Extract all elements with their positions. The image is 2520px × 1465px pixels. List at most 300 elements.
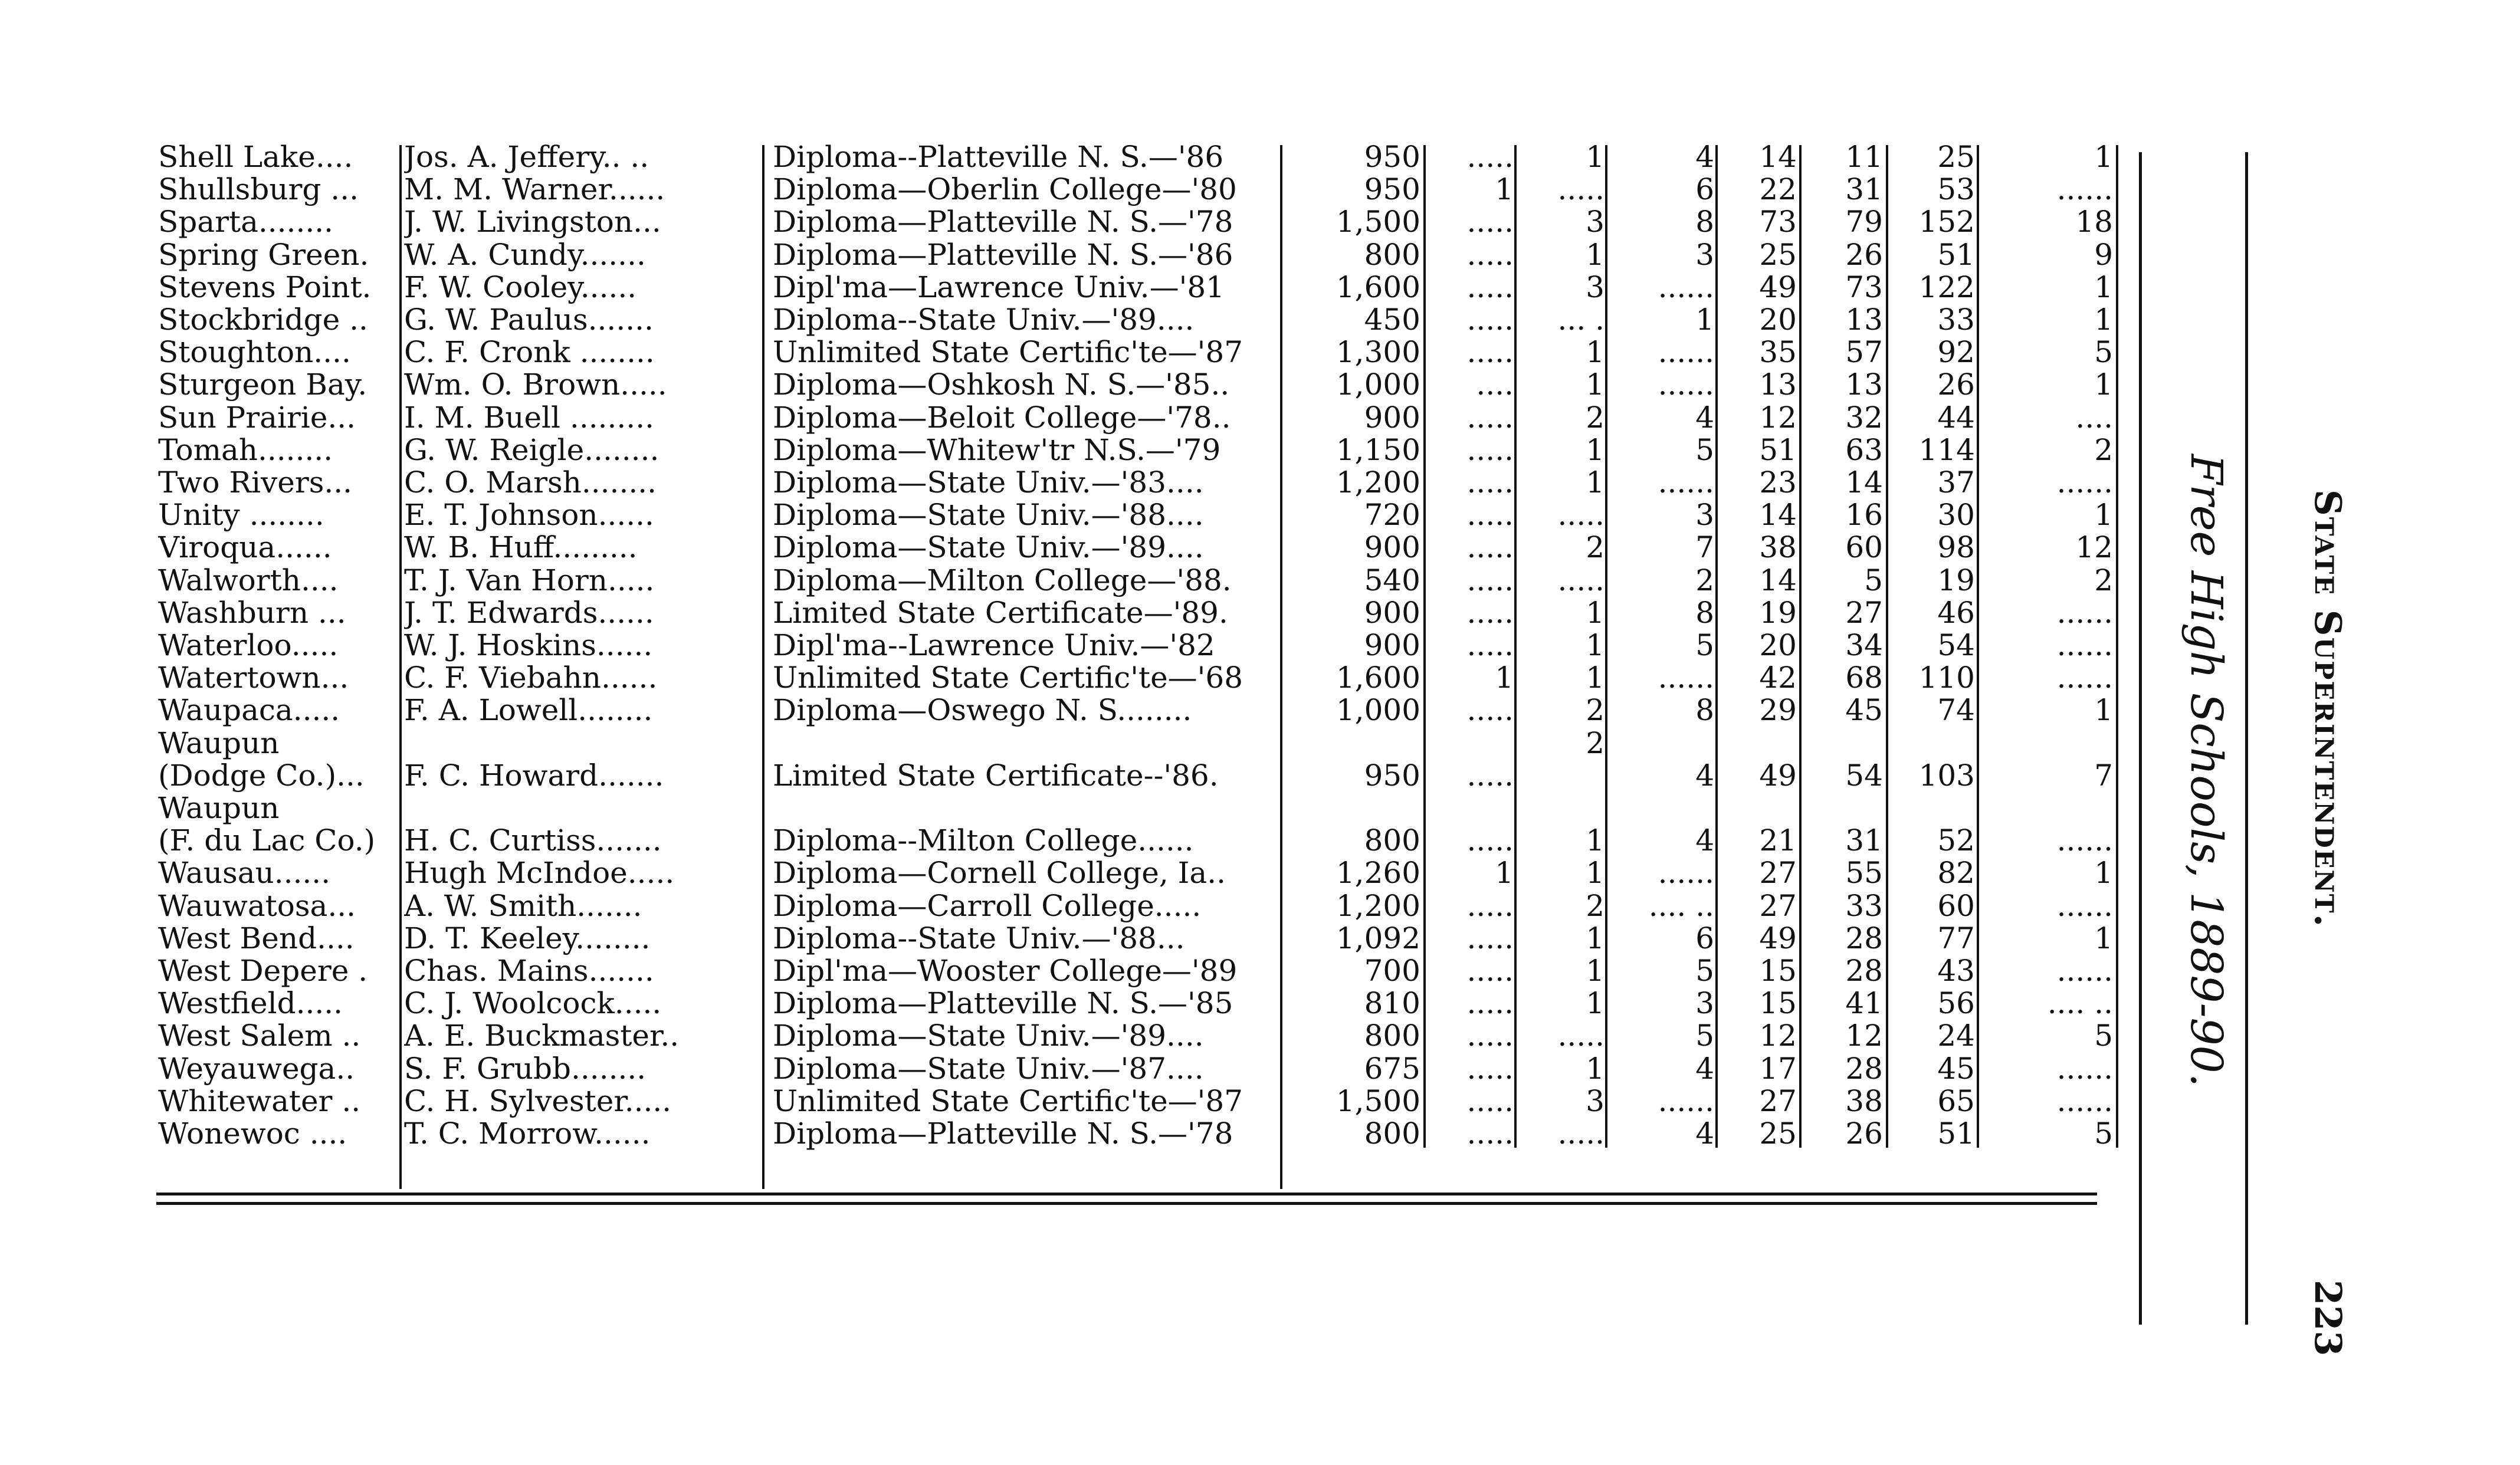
cell-qualification: Diploma—Milton College—'88. (773, 563, 1232, 597)
cell-principal: Hugh McIndoe..... (404, 856, 675, 890)
cell-e: 31 (1845, 824, 1883, 858)
cell-e: 12 (1845, 1019, 1883, 1053)
cell-e: 16 (1845, 498, 1883, 532)
cell-salary: 800 (1364, 824, 1420, 858)
cell-salary: 800 (1364, 238, 1420, 271)
cell-salary: 800 (1364, 1019, 1420, 1053)
cell-c (1608, 727, 1714, 760)
cell-b: 1 (1586, 596, 1604, 629)
cell-b: ..... (1557, 1019, 1604, 1053)
cell-a: ..... (1466, 758, 1514, 792)
table-bottom-rule (156, 1202, 2097, 1205)
cell-town: Stockbridge .. (158, 303, 368, 336)
cell-b: ... . (1557, 303, 1604, 336)
cell-f: 77 (1937, 921, 1975, 955)
cell-c: 3 (1695, 987, 1714, 1020)
cell-qualification: Diploma--State Univ.—'89.... (773, 303, 1195, 336)
table-row (0, 727, 2147, 760)
cell-e: 60 (1845, 531, 1883, 564)
cell-salary: 1,200 (1336, 889, 1420, 922)
table-row (0, 466, 2147, 499)
cell-a: ..... (1466, 1052, 1514, 1085)
cell-d: 27 (1759, 1084, 1797, 1118)
cell-b: 1 (1586, 954, 1604, 987)
cell-principal: D. T. Keeley........ (404, 921, 651, 955)
cell-g: 18 (2075, 205, 2113, 239)
cell-town: Wonewoc .... (158, 1117, 347, 1150)
cell-g: 1 (2094, 498, 2113, 532)
cell-c: ...... (1658, 368, 1714, 402)
cell-d: 27 (1759, 889, 1797, 922)
cell-c: 2 (1695, 563, 1714, 597)
cell-d: 15 (1759, 987, 1797, 1020)
cell-f: 65 (1937, 1084, 1975, 1118)
cell-qualification: Diploma—Oswego N. S........ (773, 694, 1192, 727)
cell-principal: H. C. Curtiss....... (404, 824, 662, 858)
cell-qualification: Unlimited State Certific'te—'87 (773, 336, 1243, 369)
cell-salary: 1,600 (1336, 661, 1420, 695)
cell-g (1980, 791, 2113, 825)
cell-qualification: Limited State Certificate—'89. (773, 596, 1228, 629)
cell-d: 27 (1759, 856, 1797, 890)
cell-principal: Wm. O. Brown..... (404, 368, 667, 402)
cell-c: 3 (1695, 498, 1714, 532)
cell-town: (F. du Lac Co.) (158, 824, 376, 858)
cell-qualification: Diploma—Platteville N. S.—'86 (773, 238, 1233, 271)
table-row (0, 922, 2147, 955)
table-row (0, 303, 2147, 336)
cell-e: 28 (1845, 1052, 1883, 1085)
cell-b: 1 (1586, 238, 1604, 271)
cell-e: 32 (1845, 400, 1883, 434)
cell-a: ..... (1466, 596, 1514, 629)
cell-g: ...... (2056, 466, 2113, 499)
table-row (0, 271, 2147, 304)
cell-g: 1 (2094, 368, 2113, 402)
cell-a: 1 (1495, 661, 1514, 695)
cell-d: 13 (1759, 368, 1797, 402)
cell-b: 2 (1586, 889, 1604, 922)
cell-a: ..... (1466, 987, 1514, 1020)
cell-a: ..... (1466, 921, 1514, 955)
cell-b: 3 (1586, 270, 1604, 304)
cell-salary: 450 (1364, 303, 1420, 336)
cell-a (1423, 727, 1514, 760)
cell-qualification: Diploma—Oberlin College—'80 (773, 173, 1237, 206)
cell-c: 5 (1695, 1019, 1714, 1053)
cell-e: 26 (1845, 1117, 1883, 1150)
cell-c: 6 (1695, 173, 1714, 206)
cell-e: 34 (1845, 629, 1883, 662)
cell-salary: 1,500 (1336, 205, 1420, 239)
cell-salary: 800 (1364, 1117, 1420, 1150)
cell-salary: 950 (1364, 173, 1420, 206)
cell-salary: 675 (1364, 1052, 1420, 1085)
cell-qualification: Diploma—Oshkosh N. S.—'85.. (773, 368, 1230, 402)
table-row (0, 1052, 2147, 1085)
cell-a: ..... (1466, 824, 1514, 858)
cell-c: ...... (1658, 336, 1714, 369)
cell-a: ..... (1466, 466, 1514, 499)
cell-salary: 900 (1364, 596, 1420, 629)
cell-town: (Dodge Co.)... (158, 758, 365, 792)
cell-principal: G. W. Paulus....... (404, 303, 654, 336)
cell-e: 14 (1845, 466, 1883, 499)
cell-principal: E. T. Johnson...... (404, 498, 654, 532)
cell-qualification (773, 727, 1285, 760)
cell-salary: 900 (1364, 400, 1420, 434)
cell-a: ..... (1466, 1117, 1514, 1150)
cell-salary: 1,000 (1336, 694, 1420, 727)
cell-f (1889, 791, 1975, 825)
cell-b (1517, 759, 1604, 792)
cell-d (1720, 791, 1797, 825)
cell-d: 15 (1759, 954, 1797, 987)
cell-g: 5 (2094, 1019, 2113, 1053)
cell-a: ..... (1466, 140, 1514, 173)
cell-town: Washburn ... (158, 596, 346, 629)
cell-principal: J. W. Livingston... (404, 205, 661, 239)
cell-c: 4 (1695, 758, 1714, 792)
cell-d: 35 (1759, 336, 1797, 369)
cell-d: 23 (1759, 466, 1797, 499)
cell-f: 25 (1937, 140, 1975, 173)
table-row (0, 336, 2147, 369)
cell-b: 3 (1586, 1084, 1604, 1118)
cell-f: 44 (1937, 400, 1975, 434)
cell-salary: 810 (1364, 987, 1420, 1020)
cell-a: ..... (1466, 954, 1514, 987)
cell-g: 7 (2094, 758, 2113, 792)
cell-g: 1 (2094, 140, 2113, 173)
cell-qualification: Diploma—Cornell College, Ia.. (773, 856, 1226, 890)
cell-principal: F. W. Cooley...... (404, 270, 637, 304)
cell-e (1803, 791, 1883, 825)
cell-e: 27 (1845, 596, 1883, 629)
cell-f: 51 (1937, 238, 1975, 271)
cell-g: 9 (2094, 238, 2113, 271)
cell-e: 13 (1845, 368, 1883, 402)
cell-f: 46 (1937, 596, 1975, 629)
cell-salary: 1,600 (1336, 270, 1420, 304)
cell-salary: 1,200 (1336, 466, 1420, 499)
cell-e: 63 (1845, 433, 1883, 467)
cell-town: Tomah........ (158, 433, 333, 467)
cell-e: 41 (1845, 987, 1883, 1020)
table-row (0, 661, 2147, 694)
cell-town: Whitewater .. (158, 1084, 361, 1118)
table-row (0, 791, 2147, 825)
cell-c: ...... (1658, 661, 1714, 695)
cell-principal: C. F. Viebahn...... (404, 661, 658, 695)
cell-f: 122 (1918, 270, 1975, 304)
cell-f: 98 (1937, 531, 1975, 564)
cell-town: Shullsburg ... (158, 173, 359, 206)
cell-e: 45 (1845, 694, 1883, 727)
cell-a: ..... (1466, 694, 1514, 727)
cell-b: 1 (1586, 856, 1604, 890)
cell-principal: T. J. Van Horn..... (404, 563, 655, 597)
cell-b: 2 (1586, 531, 1604, 564)
table-row (0, 531, 2147, 564)
cell-qualification: Diploma--Milton College...... (773, 824, 1194, 858)
cell-a: ..... (1466, 336, 1514, 369)
cell-c: 8 (1695, 694, 1714, 727)
cell-d: 12 (1759, 400, 1797, 434)
cell-c: ...... (1658, 856, 1714, 890)
cell-f: 82 (1937, 856, 1975, 890)
cell-e: 55 (1845, 856, 1883, 890)
cell-qualification: Diploma—Platteville N. S.—'78 (773, 1117, 1233, 1150)
cell-b: 1 (1586, 661, 1604, 695)
cell-principal: C. F. Cronk ........ (404, 336, 655, 369)
cell-f: 33 (1937, 303, 1975, 336)
cell-b: 1 (1586, 987, 1604, 1020)
cell-g (1980, 727, 2113, 760)
cell-qualification: Diploma—State Univ.—'89.... (773, 1019, 1204, 1053)
cell-d: 12 (1759, 1019, 1797, 1053)
cell-b: 3 (1586, 205, 1604, 239)
cell-qualification: Diploma—Carroll College..... (773, 889, 1202, 922)
cell-f: 110 (1918, 661, 1975, 695)
cell-b: 1 (1586, 368, 1604, 402)
cell-town: Wauwatosa... (158, 889, 356, 922)
cell-a: ..... (1466, 889, 1514, 922)
cell-f: 60 (1937, 889, 1975, 922)
table-row (0, 596, 2147, 629)
table-row (0, 1117, 2147, 1150)
cell-g: .... .. (2047, 987, 2113, 1020)
cell-f: 114 (1918, 433, 1975, 467)
cell-a: ..... (1466, 238, 1514, 271)
cell-d: 49 (1759, 270, 1797, 304)
cell-principal: A. E. Buckmaster.. (404, 1019, 680, 1053)
cell-f: 74 (1937, 694, 1975, 727)
table-row (0, 759, 2147, 792)
cell-principal: M. M. Warner...... (404, 173, 665, 206)
table-row (0, 629, 2147, 662)
cell-qualification: Diploma—State Univ.—'89.... (773, 531, 1204, 564)
cell-a: .... (1476, 368, 1514, 402)
cell-g: 12 (2075, 531, 2113, 564)
cell-town: Unity ........ (158, 498, 324, 532)
cell-salary: 1,300 (1336, 336, 1420, 369)
cell-e: 33 (1845, 889, 1883, 922)
cell-a: ..... (1466, 433, 1514, 467)
cell-e: 73 (1845, 270, 1883, 304)
cell-f: 51 (1937, 1117, 1975, 1150)
page-number: 223 (2306, 1280, 2350, 1356)
cell-b: 1 (1586, 921, 1604, 955)
cell-salary: 1,500 (1336, 1084, 1420, 1118)
cell-g: 1 (2094, 303, 2113, 336)
cell-town: Viroqua...... (158, 531, 332, 564)
cell-b: 2 (1586, 726, 1604, 760)
cell-c: 6 (1695, 921, 1714, 955)
cell-g: ...... (2056, 1052, 2113, 1085)
cell-g: ...... (2056, 596, 2113, 629)
cell-c: 4 (1695, 1052, 1714, 1085)
cell-principal: W. A. Cundy....... (404, 238, 646, 271)
cell-principal: A. W. Smith....... (404, 889, 642, 922)
cell-qualification: Unlimited State Certific'te—'68 (773, 661, 1243, 695)
margin-rule (2245, 152, 2248, 1325)
cell-a: ..... (1466, 205, 1514, 239)
cell-c: ...... (1658, 270, 1714, 304)
cell-b: ..... (1557, 173, 1604, 206)
cell-b: 1 (1586, 466, 1604, 499)
cell-principal: S. F. Grubb........ (404, 1052, 647, 1085)
cell-f: 54 (1937, 629, 1975, 662)
cell-town: West Bend.... (158, 921, 355, 955)
cell-principal: Chas. Mains....... (404, 954, 654, 987)
cell-principal: J. T. Edwards...... (404, 596, 654, 629)
cell-b: 1 (1586, 1052, 1604, 1085)
cell-town: Westfield..... (158, 987, 343, 1020)
cell-e: 28 (1845, 921, 1883, 955)
cell-g: 5 (2094, 1117, 2113, 1150)
cell-salary: 950 (1364, 140, 1420, 173)
cell-g: .... (2075, 400, 2113, 434)
table-row (0, 401, 2147, 434)
cell-d: 17 (1759, 1052, 1797, 1085)
section-subtitle: Free High Schools, 1889-90. (2181, 454, 2232, 1088)
cell-b: ..... (1557, 1117, 1604, 1150)
cell-c (1608, 791, 1714, 825)
cell-c: 3 (1695, 238, 1714, 271)
cell-f: 26 (1937, 368, 1975, 402)
cell-d: 14 (1759, 498, 1797, 532)
cell-a: ..... (1466, 1019, 1514, 1053)
table-row (0, 498, 2147, 531)
cell-c: 4 (1695, 1117, 1714, 1150)
cell-c: ...... (1658, 1084, 1714, 1118)
cell-e: 5 (1864, 563, 1883, 597)
cell-e (1803, 727, 1883, 760)
cell-town: Wausau...... (158, 856, 331, 890)
cell-d: 25 (1759, 1117, 1797, 1150)
table-row (0, 824, 2147, 857)
cell-c: 4 (1695, 400, 1714, 434)
table-row (0, 889, 2147, 922)
cell-b: 1 (1586, 336, 1604, 369)
cell-g: 2 (2094, 563, 2113, 597)
cell-e: 54 (1845, 758, 1883, 792)
cell-principal: F. A. Lowell........ (404, 694, 653, 727)
cell-salary: 900 (1364, 531, 1420, 564)
cell-b: 1 (1586, 824, 1604, 858)
table-row (0, 1085, 2147, 1118)
cell-f: 92 (1937, 336, 1975, 369)
cell-qualification: Diploma—State Univ.—'83.... (773, 466, 1204, 499)
cell-d: 29 (1759, 694, 1797, 727)
cell-f: 24 (1937, 1019, 1975, 1053)
cell-c: 8 (1695, 596, 1714, 629)
cell-a: 1 (1495, 856, 1514, 890)
table-row (0, 433, 2147, 467)
cell-f: 30 (1937, 498, 1975, 532)
cell-salary: 900 (1364, 629, 1420, 662)
cell-d: 14 (1759, 140, 1797, 173)
cell-town: Sturgeon Bay. (158, 368, 368, 402)
cell-g: 5 (2094, 336, 2113, 369)
cell-town: Walworth.... (158, 563, 339, 597)
table-row (0, 954, 2147, 987)
cell-town: Sun Prairie... (158, 400, 356, 434)
cell-qualification: Dipl'ma—Lawrence Univ.—'81 (773, 270, 1225, 304)
cell-f: 56 (1937, 987, 1975, 1020)
cell-qualification (773, 791, 1285, 825)
cell-d: 73 (1759, 205, 1797, 239)
cell-b: 2 (1586, 694, 1604, 727)
cell-principal: C. O. Marsh........ (404, 466, 657, 499)
cell-b: ..... (1557, 498, 1604, 532)
cell-a: ..... (1466, 303, 1514, 336)
cell-qualification: Dipl'ma—Wooster College—'89 (773, 954, 1238, 987)
cell-principal: W. J. Hoskins...... (404, 629, 653, 662)
cell-c: 7 (1695, 531, 1714, 564)
cell-town: Waterloo..... (158, 629, 339, 662)
cell-g: ...... (2056, 889, 2113, 922)
cell-principal: F. C. Howard....... (404, 758, 664, 792)
cell-a: ..... (1466, 270, 1514, 304)
cell-g: 2 (2094, 433, 2113, 467)
table-row (0, 173, 2147, 206)
cell-town: Sparta........ (158, 205, 334, 239)
cell-a: ..... (1466, 400, 1514, 434)
cell-b: ..... (1557, 563, 1604, 597)
cell-qualification: Dipl'ma--Lawrence Univ.—'82 (773, 629, 1215, 662)
cell-g: 1 (2094, 694, 2113, 727)
cell-d: 49 (1759, 758, 1797, 792)
table-row (0, 368, 2147, 401)
cell-salary: 1,150 (1336, 433, 1420, 467)
cell-salary: 950 (1364, 758, 1420, 792)
table-row (0, 987, 2147, 1020)
cell-principal: C. J. Woolcock..... (404, 987, 662, 1020)
cell-a: ..... (1466, 563, 1514, 597)
cell-town: Waupaca..... (158, 694, 340, 727)
cell-salary: 1,000 (1336, 368, 1420, 402)
cell-salary: 1,092 (1336, 921, 1420, 955)
cell-f: 43 (1937, 954, 1975, 987)
cell-a: 1 (1495, 173, 1514, 206)
table-row (0, 694, 2147, 727)
cell-g: ...... (2056, 661, 2113, 695)
cell-g: ...... (2056, 1084, 2113, 1118)
cell-d: 14 (1759, 563, 1797, 597)
cell-d: 20 (1759, 629, 1797, 662)
cell-town: Waupun (158, 726, 280, 760)
cell-f: 19 (1937, 563, 1975, 597)
table-row (0, 1019, 2147, 1052)
cell-c: 1 (1695, 303, 1714, 336)
cell-town: Two Rivers... (158, 466, 353, 499)
cell-e: 11 (1845, 140, 1883, 173)
cell-town: West Depere . (158, 954, 368, 987)
cell-e: 38 (1845, 1084, 1883, 1118)
cell-a (1423, 791, 1514, 825)
cell-qualification: Diploma—State Univ.—'87.... (773, 1052, 1204, 1085)
cell-qualification: Unlimited State Certific'te—'87 (773, 1084, 1243, 1118)
cell-principal: G. W. Reigle........ (404, 433, 659, 467)
cell-c: 8 (1695, 205, 1714, 239)
cell-f: 37 (1937, 466, 1975, 499)
cell-c: 4 (1695, 140, 1714, 173)
cell-a: ..... (1466, 531, 1514, 564)
cell-c: 5 (1695, 954, 1714, 987)
cell-principal (404, 727, 758, 760)
